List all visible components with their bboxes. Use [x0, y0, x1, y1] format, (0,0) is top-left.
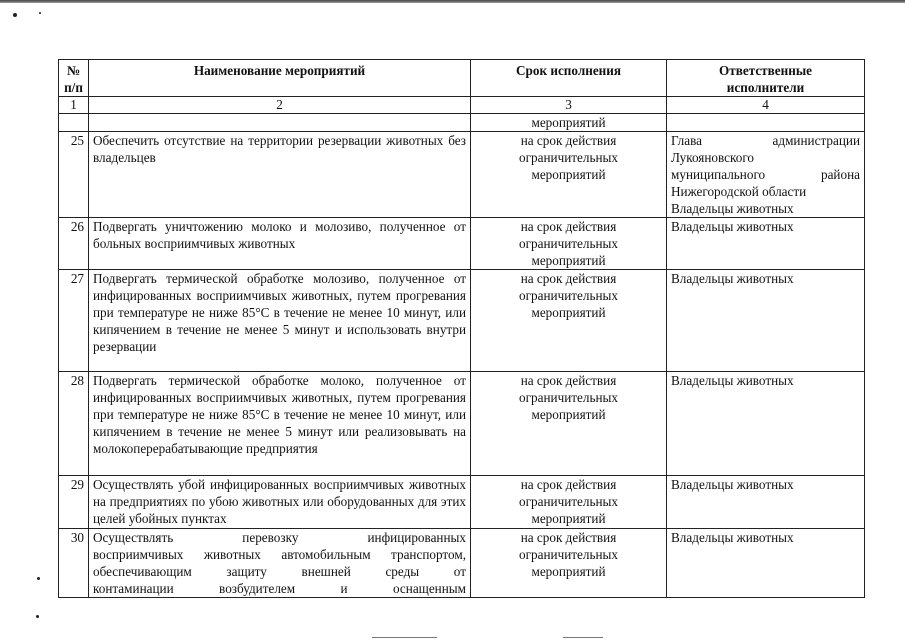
- column-number: 1: [59, 97, 89, 114]
- table-row: [59, 529, 865, 598]
- responsible-line: Владельцы животных: [671, 530, 794, 545]
- row-num-cell: 28: [59, 372, 89, 476]
- scan-speck: [13, 13, 17, 17]
- continuation-row: [59, 114, 865, 132]
- term-line: на срок действия: [520, 133, 617, 148]
- term-line: мероприятий: [531, 511, 606, 526]
- term-line: на срок действия: [520, 373, 617, 388]
- term-line: ограничительных: [519, 236, 618, 251]
- table-row: [59, 218, 865, 270]
- header-num: [59, 60, 89, 97]
- term-line: ограничительных: [519, 150, 618, 165]
- header-responsible-line: Ответственные: [718, 63, 812, 78]
- term-line: мероприятий: [531, 253, 606, 268]
- responsible-line: Владельцы животных: [671, 219, 794, 234]
- term-line: ограничительных: [519, 547, 618, 562]
- table-row: [59, 270, 865, 372]
- term-line: мероприятий: [531, 407, 606, 422]
- column-number-row: [59, 97, 865, 114]
- header-num-line: №: [66, 63, 81, 78]
- scan-speck: [39, 12, 41, 14]
- term-line: на срок действия: [520, 271, 617, 286]
- responsible-line: Лукояновского: [671, 150, 755, 165]
- column-number: 2: [89, 97, 471, 114]
- term-line: на срок действия: [520, 477, 617, 492]
- name-line: контаминации возбудителем и оснащенным: [93, 581, 466, 596]
- column-number: 4: [667, 97, 865, 114]
- row-name-cell: [89, 529, 471, 598]
- scan-edge-mark: [563, 637, 603, 638]
- table-row: [59, 476, 865, 529]
- term-line: мероприятий: [531, 167, 606, 182]
- header-term: Срок исполнения: [471, 60, 667, 97]
- responsible-line: Владельцы животных: [671, 373, 794, 388]
- row-name-cell: Подвергать термической обработке молозиво, полученное от инфицированных восприимчивых животных, путем прогревания при температуре не ниже 85°С в течение не менее 10 минут, или кипячением в течение не менее 5 минут и использовать внутри резервации: [89, 270, 471, 372]
- row-responsible-cell: [667, 476, 865, 529]
- scan-edge-line: [0, 0, 905, 3]
- responsible-line: муниципального района: [671, 167, 860, 182]
- row-term-cell: мероприятий: [471, 114, 667, 132]
- row-term-cell: [471, 476, 667, 529]
- row-responsible-cell: [667, 132, 865, 218]
- responsible-line: Глава администрации: [671, 133, 860, 148]
- header-num-line: п/п: [64, 80, 83, 95]
- term-line: мероприятий: [531, 305, 606, 320]
- row-num-cell: 29: [59, 476, 89, 529]
- row-term-cell: [471, 270, 667, 372]
- header-responsible-line: исполнители: [726, 80, 805, 95]
- row-name-cell: Обеспечить отсутствие на территории резервации животных без владельцев: [89, 132, 471, 218]
- row-name-cell: Подвергать уничтожению молоко и молозиво, полученное от больных восприимчивых животных: [89, 218, 471, 270]
- row-name-cell: Подвергать термической обработке молоко, полученное от инфицированных восприимчивых животных, путем прогревания при температуре не ниже 85°С в течение не менее 10 минут, или кипячением в течение не менее 5 минут или реализовывать на молокоперерабатывающие предприятия: [89, 372, 471, 476]
- row-name-cell: [89, 114, 471, 132]
- row-num-cell: 26: [59, 218, 89, 270]
- row-num-cell: 25: [59, 132, 89, 218]
- header-name: Наименование мероприятий: [89, 60, 471, 97]
- table-header-row: [59, 60, 865, 97]
- row-responsible-cell: [667, 114, 865, 132]
- row-term-cell: [471, 372, 667, 476]
- term-line: на срок действия: [520, 530, 617, 545]
- term-line: ограничительных: [519, 288, 618, 303]
- responsible-line: Нижегородской области: [671, 184, 807, 199]
- term-line: ограничительных: [519, 390, 618, 405]
- term-line: мероприятий: [531, 564, 606, 579]
- row-responsible-cell: [667, 218, 865, 270]
- responsible-line: Владельцы животных: [671, 271, 794, 286]
- row-term-cell: [471, 132, 667, 218]
- scan-edge-mark: [372, 637, 437, 638]
- measures-table: [58, 59, 865, 598]
- row-term-cell: [471, 529, 667, 598]
- name-line: Осуществлять перевозку инфицированных: [93, 530, 466, 545]
- column-number: 3: [471, 97, 667, 114]
- row-num-cell: 30: [59, 529, 89, 598]
- responsible-line: Владельцы животных: [671, 201, 794, 216]
- name-line: восприимчивых животных автомобильным транспортом,: [93, 547, 466, 562]
- row-responsible-cell: [667, 270, 865, 372]
- row-term-cell: [471, 218, 667, 270]
- name-line: обеспечивающим защиту внешней среды от: [93, 564, 466, 579]
- table-row: [59, 132, 865, 218]
- row-name-cell: Осуществлять убой инфицированных восприимчивых животных на предприятиях по убою животных или оборудованных для этих целей убойных пунктах: [89, 476, 471, 529]
- row-num-cell: [59, 114, 89, 132]
- term-line: ограничительных: [519, 494, 618, 509]
- scan-speck: [36, 615, 39, 618]
- scan-speck: [37, 577, 40, 580]
- header-responsible: [667, 60, 865, 97]
- row-responsible-cell: [667, 529, 865, 598]
- row-num-cell: 27: [59, 270, 89, 372]
- term-line: на срок действия: [520, 219, 617, 234]
- responsible-line: Владельцы животных: [671, 477, 794, 492]
- row-responsible-cell: [667, 372, 865, 476]
- table-row: [59, 372, 865, 476]
